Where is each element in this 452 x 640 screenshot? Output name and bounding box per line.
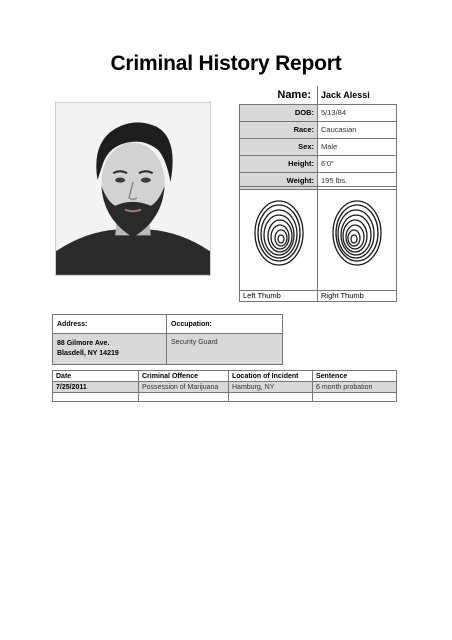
- address-occupation-table: [52, 314, 283, 365]
- sex-label: Sex:: [240, 138, 318, 155]
- history-offence-cell: Possession of Marijuana: [139, 382, 229, 393]
- report-title: Criminal History Report: [110, 52, 342, 75]
- history-location-cell: Hamburg, NY: [229, 382, 313, 393]
- identity-table: [239, 86, 397, 190]
- history-sentence-cell: 6 month probation: [313, 382, 397, 393]
- height-value: 6’0”: [318, 155, 397, 172]
- occupation-label: Occupation:: [167, 315, 283, 334]
- weight-label: Weight:: [240, 172, 318, 189]
- address-line-2: Blasdell, NY 14219: [57, 350, 119, 357]
- history-date-cell: [53, 393, 139, 402]
- left-thumbprint-image: [252, 195, 306, 267]
- weight-value: 195 lbs.: [318, 172, 397, 189]
- address-label: Address:: [53, 315, 167, 334]
- location-header: Location of Incident: [229, 371, 313, 382]
- criminal-history-table: [52, 370, 397, 402]
- race-label: Race:: [240, 121, 318, 138]
- dob-label: DOB:: [240, 104, 318, 121]
- offence-header: Criminal Offence: [139, 371, 229, 382]
- mugshot-photo: [55, 102, 211, 276]
- name-value: Jack Alessi: [318, 86, 397, 104]
- left-thumb-label: Left Thumb: [240, 290, 317, 301]
- history-header-row: [53, 371, 397, 382]
- race-value: Caucasian: [318, 121, 397, 138]
- right-thumb-cell: [318, 187, 396, 301]
- history-offence-cell: [139, 393, 229, 402]
- sentence-header: Sentence: [313, 371, 397, 382]
- history-date-cell: 7/25/2011: [53, 382, 139, 393]
- dob-value: 5/13/84: [318, 104, 397, 121]
- address-line-1: 88 Gilmore Ave.: [57, 340, 110, 347]
- sex-value: Male: [318, 138, 397, 155]
- fingerprint-box: [239, 186, 397, 302]
- occupation-value: Security Guard: [167, 334, 283, 365]
- left-thumb-cell: [240, 187, 318, 301]
- name-label: Name:: [240, 86, 318, 104]
- history-location-cell: [229, 393, 313, 402]
- history-row: [53, 382, 397, 393]
- date-header: Date: [53, 371, 139, 382]
- right-thumbprint-image: [330, 195, 384, 267]
- height-label: Height:: [240, 155, 318, 172]
- right-thumb-label: Right Thumb: [318, 290, 396, 301]
- history-row-empty: [53, 393, 397, 402]
- address-value: [53, 334, 167, 365]
- history-sentence-cell: [313, 393, 397, 402]
